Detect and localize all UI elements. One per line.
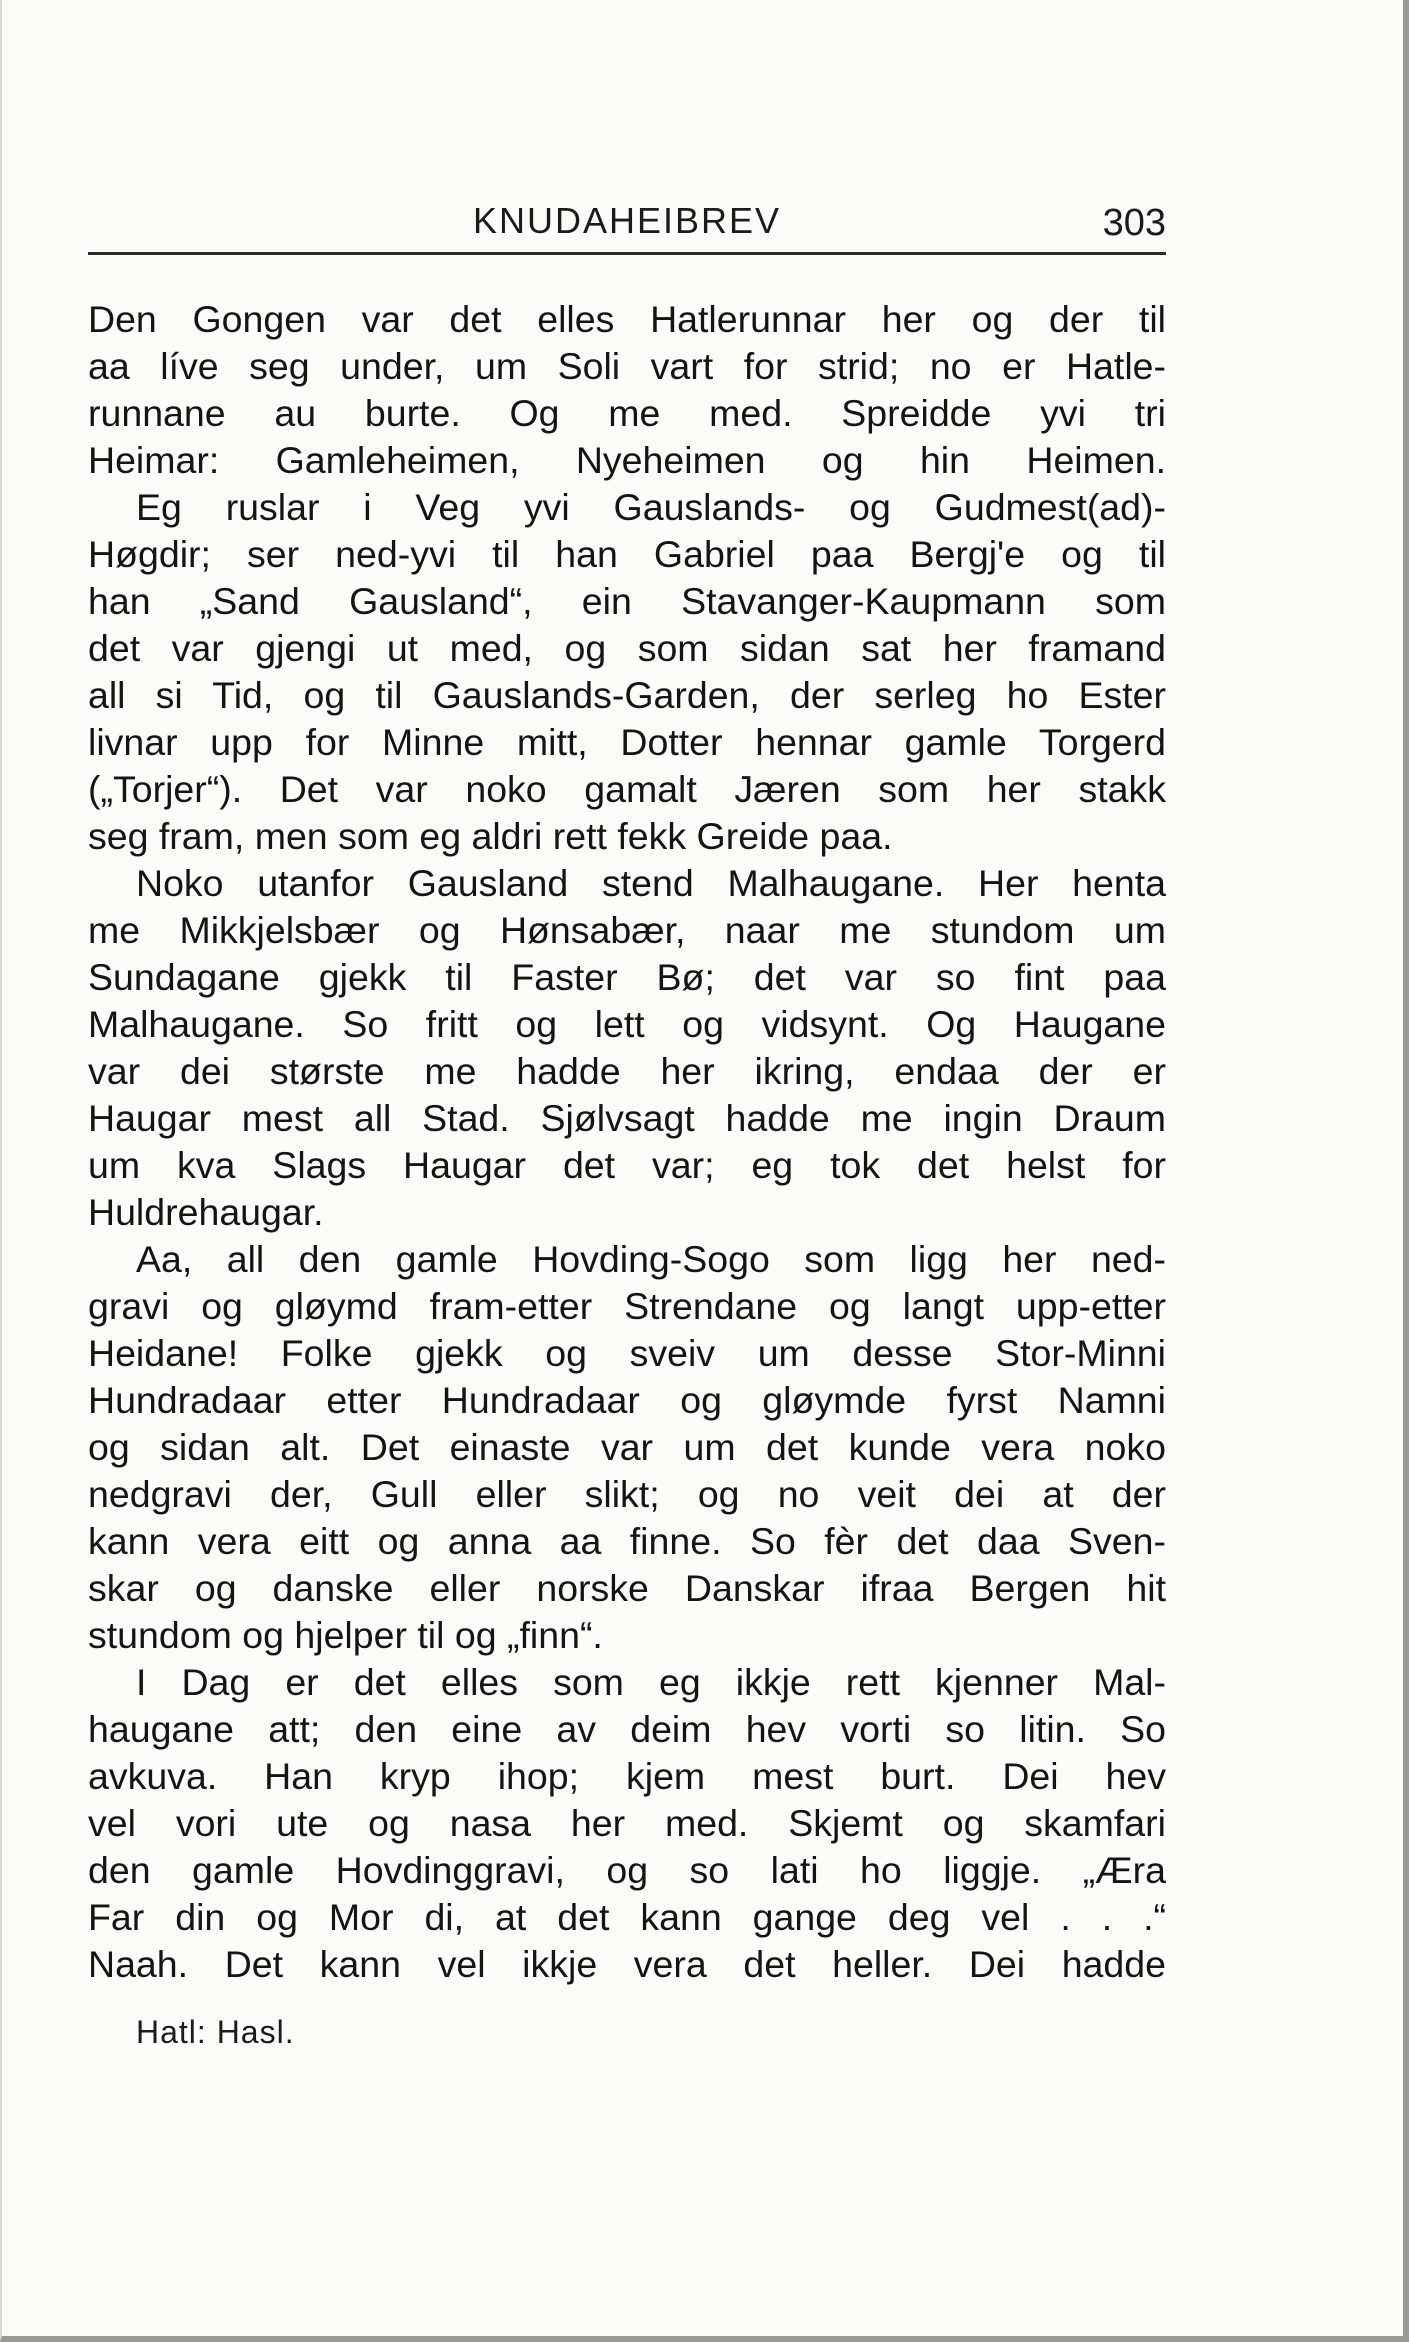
text-line: Haugar mest all Stad. Sjølvsagt hadde me ingin Draum <box>88 1097 1166 1139</box>
text-line: runnane au burte. Og me med. Spreidde yvi tri <box>88 392 1166 434</box>
page-header <box>88 194 1166 255</box>
text-line: skar og danske eller norske Danskar ifraa Bergen hit <box>88 1567 1166 1609</box>
text-line: Far din og Mor di, at det kann gange deg vel . . .“ <box>88 1896 1166 1938</box>
text-line: um kva Slags Haugar det var; eg tok det helst for <box>88 1144 1166 1186</box>
text-line: Noko utanfor Gausland stend Malhaugane. Her henta <box>136 862 1166 904</box>
text-line: all si Tid, og til Gauslands-Garden, der serleg ho Ester <box>88 674 1166 716</box>
text-line: Naah. Det kann vel ikkje vera det heller. Dei hadde <box>88 1943 1166 1985</box>
text-line: og sidan alt. Det einaste var um det kunde vera noko <box>88 1426 1166 1468</box>
text-line: Den Gongen var det elles Hatlerunnar her og der til <box>88 298 1166 340</box>
text-line: me Mikkjelsbær og Hønsabær, naar me stundom um <box>88 909 1166 951</box>
text-line: vel vori ute og nasa her med. Skjemt og skamfari <box>88 1802 1166 1844</box>
text-line: livnar upp for Minne mitt, Dotter hennar gamle Torgerd <box>88 721 1166 763</box>
text-line: Hundradaar etter Hundradaar og gløymde fyrst Namni <box>88 1379 1166 1421</box>
text-line: Aa, all den gamle Hovding-Sogo som ligg her ned- <box>136 1238 1166 1280</box>
text-line: var dei største me hadde her ikring, endaa der er <box>88 1050 1166 1092</box>
running-head: KNUDAHEIBREV <box>472 200 782 241</box>
text-line: han „Sand Gausland“, ein Stavanger-Kaupmann som <box>88 580 1166 622</box>
body-text <box>88 296 1166 1988</box>
text-line: Høgdir; ser ned-yvi til han Gabriel paa Bergj'e og til <box>88 533 1166 575</box>
text-line: stundom og hjelper til og „finn“. <box>88 1614 603 1656</box>
text-line: seg fram, men som eg aldri rett fekk Greide paa. <box>88 815 893 857</box>
text-line: det var gjengi ut med, og som sidan sat her framand <box>88 627 1166 669</box>
text-line: Sundagane gjekk til Faster Bø; det var so fint paa <box>88 956 1166 998</box>
text-line: Eg ruslar i Veg yvi Gauslands- og Gudmest(ad)- <box>136 486 1166 528</box>
text-line: nedgravi der, Gull eller slikt; og no veit dei at der <box>88 1473 1166 1515</box>
text-line: den gamle Hovdinggravi, og so lati ho liggje. „Æra <box>88 1849 1166 1891</box>
footnote: Hatl: Hasl. <box>136 2014 295 2050</box>
text-line: avkuva. Han kryp ihop; kjem mest burt. Dei hev <box>88 1755 1166 1797</box>
text-line: („Torjer“). Det var noko gamalt Jæren som her stakk <box>88 768 1166 810</box>
text-line: aa líve seg under, um Soli vart for strid; no er Hatle- <box>88 345 1166 387</box>
text-line: haugane att; den eine av deim hev vorti so litin. So <box>88 1708 1166 1750</box>
page-number: 303 <box>1102 202 1166 244</box>
text-line: Huldrehaugar. <box>88 1191 324 1233</box>
text-line: I Dag er det elles som eg ikkje rett kjenner Mal- <box>136 1661 1166 1703</box>
text-line: Malhaugane. So fritt og lett og vidsynt. Og Haugane <box>88 1003 1166 1045</box>
text-line: kann vera eitt og anna aa finne. So fèr det daa Sven- <box>88 1520 1166 1562</box>
text-line: gravi og gløymd fram-etter Strendane og langt upp-etter <box>88 1285 1166 1327</box>
text-line: Heimar: Gamleheimen, Nyeheimen og hin Heimen. <box>88 439 1166 481</box>
text-line: Heidane! Folke gjekk og sveiv um desse Stor-Minni <box>88 1332 1166 1374</box>
